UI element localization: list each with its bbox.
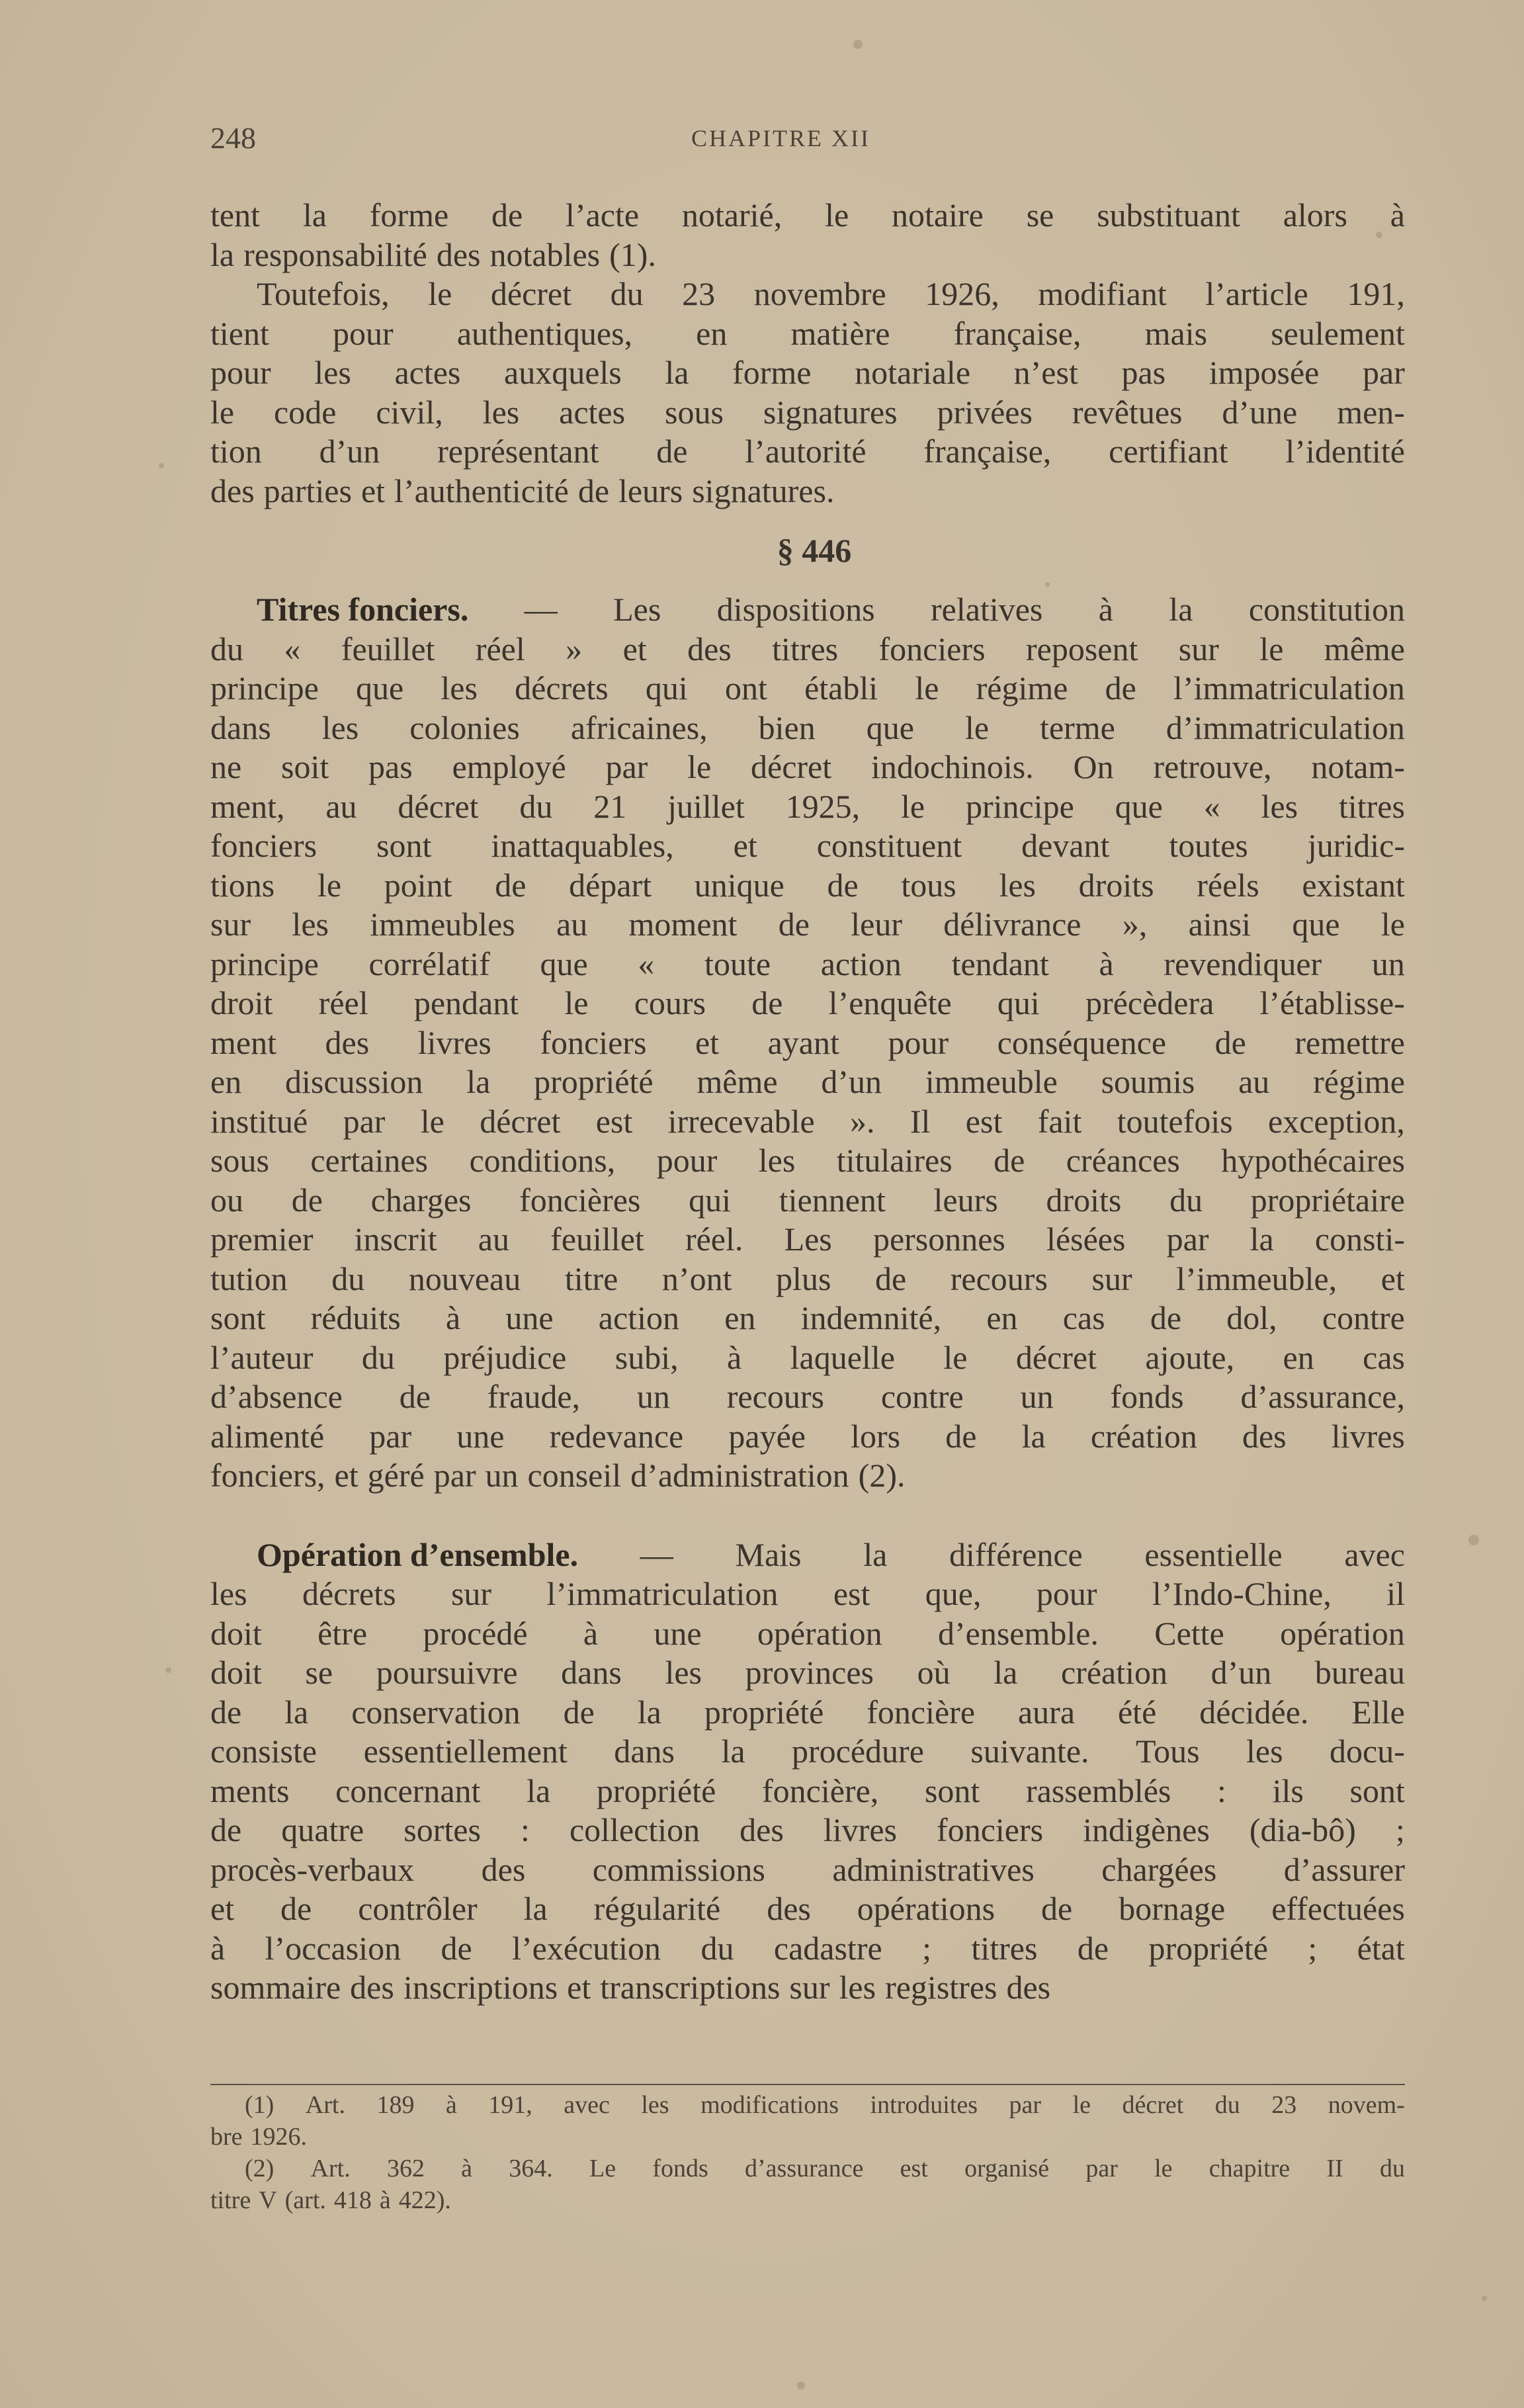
body-text bbox=[210, 196, 1405, 2008]
footnote-line: (2) Art. 362 à 364. Le fonds d’assurance est organisé par le chapitre II du bbox=[245, 2155, 1405, 2182]
paper-speck bbox=[1045, 582, 1050, 587]
text-line: ou de charges foncières qui tiennent leurs droits du propriétaire bbox=[210, 1181, 1405, 1219]
footnote-line: bre 1926. bbox=[210, 2123, 308, 2151]
text-line: tient pour authentiques, en matière française, mais seulement bbox=[210, 314, 1405, 352]
text-line: ne soit pas employé par le décret indochinois. On retrouve, notam- bbox=[210, 748, 1405, 785]
paper-speck bbox=[159, 463, 164, 468]
text-line: fonciers sont inattaquables, et constituent devant toutes juridic- bbox=[210, 827, 1405, 864]
text-line: le code civil, les actes sous signatures privées revêtues d’une men- bbox=[210, 393, 1405, 431]
text-line: pour les actes auxquels la forme notariale n’est pas imposée par bbox=[210, 354, 1405, 391]
text-line: à l’occasion de l’exécution du cadastre ; titres de propriété ; état bbox=[210, 1929, 1405, 1967]
text-line: consiste essentiellement dans la procédure suivante. Tous les docu- bbox=[210, 1733, 1405, 1770]
text-line: procès-verbaux des commissions administratives chargées d’assurer bbox=[210, 1850, 1405, 1888]
paragraph-heading: Opération d’ensemble. bbox=[257, 1535, 579, 1573]
page-number: 248 bbox=[210, 121, 256, 155]
text-line: tution du nouveau titre n’ont plus de recours sur l’immeuble, et bbox=[210, 1260, 1405, 1297]
footnote-line: titre V (art. 418 à 422). bbox=[210, 2186, 451, 2214]
paper-speck bbox=[797, 2382, 805, 2389]
text-line: doit être procédé à une opération d’ensemble. Cette opération bbox=[210, 1614, 1405, 1652]
text-line: principe corrélatif que « toute action tendant à revendiquer un bbox=[210, 945, 1405, 982]
text-line: sous certaines conditions, pour les titulaires de créances hypothécaires bbox=[210, 1142, 1405, 1179]
section-number: § 446 bbox=[777, 532, 852, 569]
text-line: institué par le décret est irrecevable ». Il est fait toutefois exception, bbox=[210, 1102, 1405, 1140]
paper-speck bbox=[1482, 2296, 1487, 2301]
text-line: premier inscrit au feuillet réel. Les personnes lésées par la consti- bbox=[210, 1221, 1405, 1258]
text-line: ments concernant la propriété foncière, sont rassemblés : ils sont bbox=[210, 1772, 1405, 1809]
paragraph-decret bbox=[210, 275, 1405, 511]
text-line: de quatre sortes : collection des livres fonciers indigènes (dia-bô) ; bbox=[210, 1811, 1405, 1848]
footnote-line: (1) Art. 189 à 191, avec les modifications introduites par le décret du 23 novem- bbox=[245, 2091, 1405, 2119]
text-line: l’auteur du préjudice subi, à laquelle le décret ajoute, en cas bbox=[210, 1338, 1405, 1376]
footnote-rule bbox=[210, 2084, 1405, 2085]
text-line: tions le point de départ unique de tous les droits réels existant bbox=[210, 866, 1405, 904]
paper-speck bbox=[853, 40, 863, 49]
paper-speck bbox=[1468, 1535, 1479, 1545]
text-line: dans les colonies africaines, bien que le terme d’immatriculation bbox=[210, 709, 1405, 746]
text-line: d’absence de fraude, un recours contre un fonds d’assurance, bbox=[210, 1378, 1405, 1415]
paper-speck bbox=[1376, 232, 1382, 238]
text-line: sur les immeubles au moment de leur délivrance », ainsi que le bbox=[210, 906, 1405, 943]
text-line: la responsabilité des notables (1). bbox=[210, 236, 656, 273]
text-line: doit se poursuivre dans les provinces où la création d’un bureau bbox=[210, 1654, 1405, 1691]
text-line: Opération d’ensemble. — Mais la différence essentielle avec bbox=[210, 1535, 1405, 1575]
text-line: sommaire des inscriptions et transcriptions sur les registres des bbox=[210, 1969, 1051, 2006]
text-line: les décrets sur l’immatriculation est que, pour l’Indo-Chine, il bbox=[210, 1575, 1405, 1612]
text-line: fonciers, et géré par un conseil d’administration (2). bbox=[210, 1457, 906, 1494]
text-line: du « feuillet réel » et des titres fonciers reposent sur le même bbox=[210, 630, 1405, 667]
text-line: des parties et l’authenticité de leurs signatures. bbox=[210, 472, 835, 509]
paper-speck bbox=[165, 1667, 171, 1673]
text-line: tent la forme de l’acte notarié, le notaire se substituant alors à bbox=[210, 196, 1405, 234]
text-line: principe que les décrets qui ont établi le régime de l’immatriculation bbox=[210, 669, 1405, 707]
text-line: sont réduits à une action en indemnité, en cas de dol, contre bbox=[210, 1299, 1405, 1336]
text-line: ment, au décret du 21 juillet 1925, le principe que « les titres bbox=[210, 787, 1405, 825]
text-line: Toutefois, le décret du 23 novembre 1926, modifiant l’article 191, bbox=[257, 275, 1405, 312]
footnotes bbox=[210, 2089, 1405, 2216]
text-line: droit réel pendant le cours de l’enquête qui précèdera l’établisse- bbox=[210, 984, 1405, 1021]
paragraph-intro bbox=[210, 196, 1405, 275]
text-line: en discussion la propriété même d’un immeuble soumis au régime bbox=[210, 1063, 1405, 1100]
paragraph-heading: Titres fonciers. bbox=[257, 591, 469, 628]
text-line: tion d’un représentant de l’autorité française, certifiant l’identité bbox=[210, 433, 1405, 470]
text-line: ment des livres fonciers et ayant pour conséquence de remettre bbox=[210, 1023, 1405, 1061]
text-line: alimenté par une redevance payée lors de la création des livres bbox=[210, 1417, 1405, 1455]
paragraph-titres-fonciers bbox=[210, 590, 1405, 1496]
paragraph-operation-ensemble bbox=[210, 1535, 1405, 2008]
text-line: de la conservation de la propriété foncière aura été décidée. Elle bbox=[210, 1693, 1405, 1731]
chapter-title: CHAPITRE XII bbox=[691, 125, 870, 151]
running-head bbox=[210, 120, 1405, 160]
text-line: et de contrôler la régularité des opérations de bornage effectuées bbox=[210, 1890, 1405, 1927]
text-line: Titres fonciers. — Les dispositions relatives à la constitution bbox=[210, 590, 1405, 630]
